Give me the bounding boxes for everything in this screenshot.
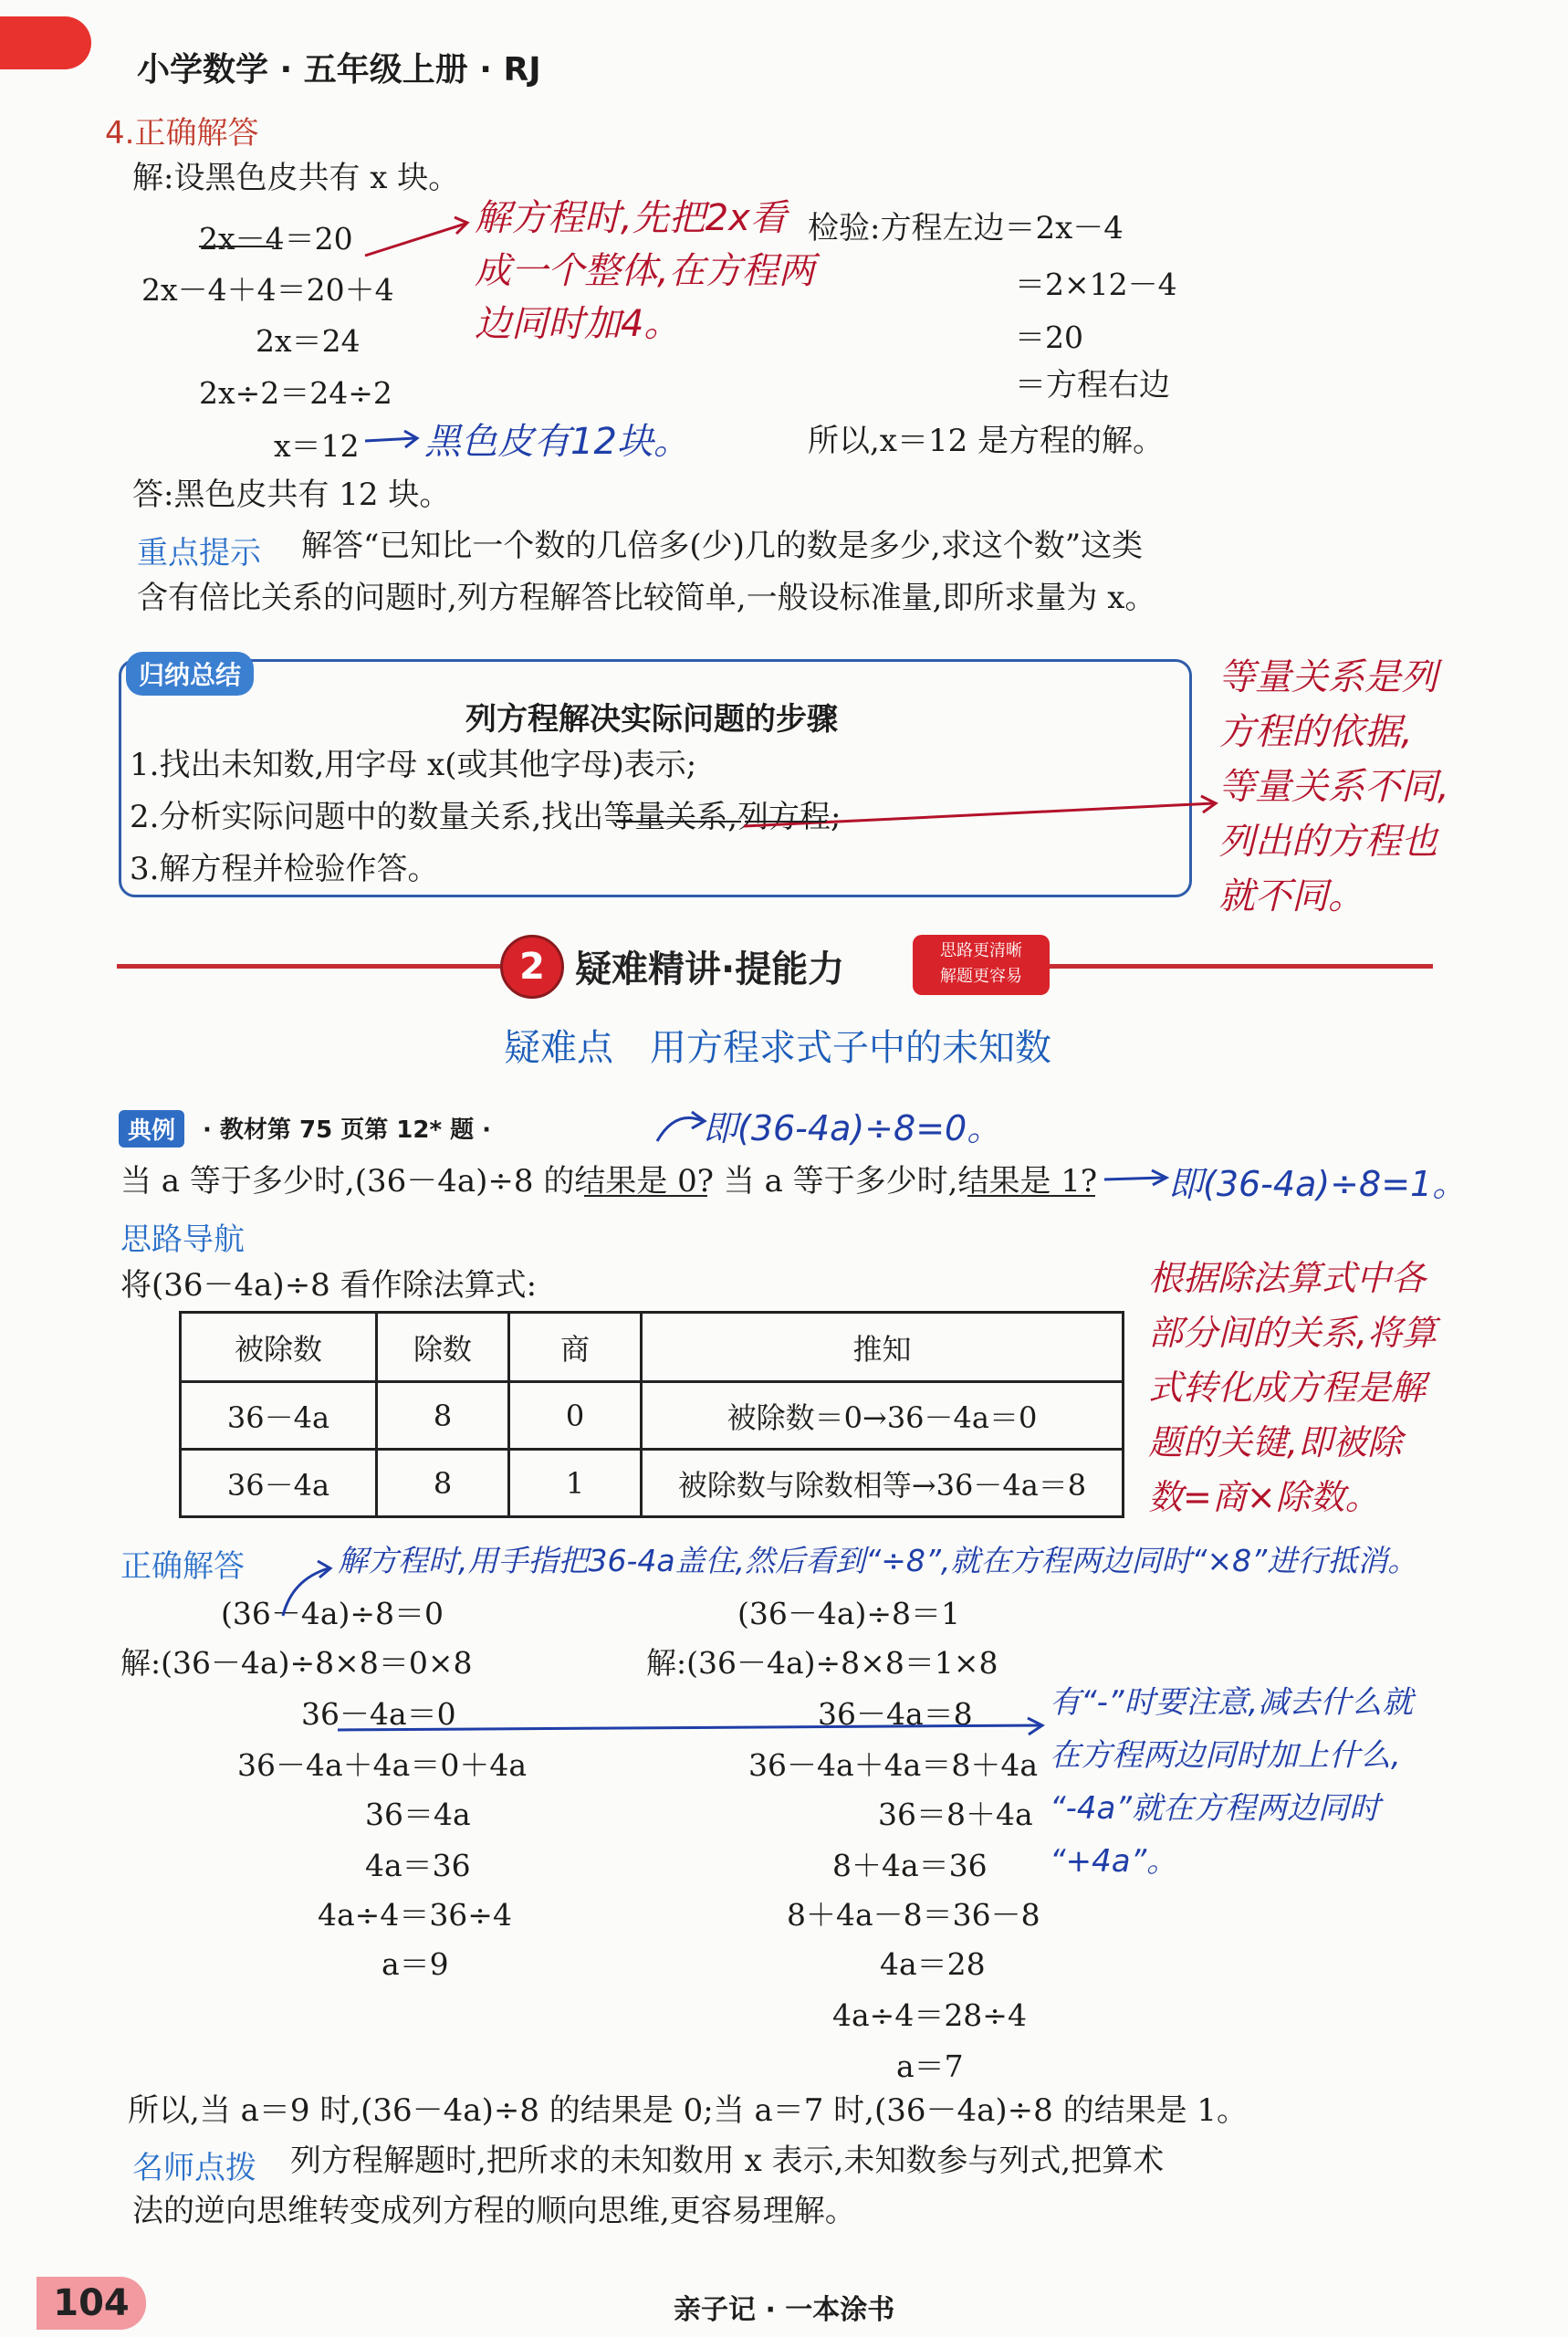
summary-title: 列方程解决实际问题的步骤	[465, 701, 838, 738]
example-source: · 教材第 75 页第 12* 题 ·	[203, 1116, 492, 1144]
left-step: a＝9	[382, 1946, 449, 1982]
table-cell: 36－4a	[181, 1382, 377, 1450]
table-cell: 1	[509, 1450, 642, 1517]
table-header: 被除数	[181, 1313, 377, 1382]
note-line: “-4a”就在方程两边同时	[1050, 1790, 1380, 1827]
table-header: 除数	[377, 1313, 509, 1382]
section-4-answer: 答:黑色皮共有 12 块。	[132, 477, 451, 513]
note-line: 等量关系是列	[1218, 656, 1437, 698]
left-step: 解:(36－4a)÷8×8＝0×8	[120, 1645, 473, 1681]
note-line: 部分间的关系,将算	[1148, 1313, 1437, 1353]
check-line: ＝2×12－4	[1015, 267, 1177, 302]
left-step: 4a＝36	[365, 1848, 471, 1883]
equation-step: 2x－4＋4＝20＋4	[141, 272, 394, 308]
equation-step: 2x＝24	[256, 323, 361, 359]
check-line: ＝方程右边	[1015, 367, 1170, 403]
note-line: 列出的方程也	[1218, 821, 1437, 863]
note-line: 解方程时,先把2x看	[475, 197, 787, 239]
table-header: 商	[509, 1313, 642, 1382]
section-4-title: 4.正确解答	[105, 115, 259, 152]
left-step: 36＝4a	[365, 1797, 471, 1832]
right-step: 36－4a＋4a＝8＋4a	[748, 1747, 1038, 1783]
teacher-label: 名师点拨	[132, 2150, 256, 2186]
equation-step: 2x－4＝20	[199, 221, 353, 257]
table-cell: 被除数＝0→36－4a＝0	[642, 1382, 1124, 1450]
check-conclusion: 所以,x＝12 是方程的解。	[808, 423, 1165, 459]
summary-item: 2.分析实际问题中的数量关系,找出等量关系,列方程;	[130, 799, 841, 835]
section-2-title: 疑难精讲·提能力	[575, 948, 845, 990]
page-header-title: 小学数学 · 五年级上册 · RJ	[137, 51, 541, 89]
handwritten-note: 即(36-4a)÷8=0。	[703, 1108, 1002, 1148]
note-line: 在方程两边同时加上什么,	[1050, 1737, 1401, 1774]
note-line: 题的关键,即被除	[1148, 1422, 1403, 1462]
right-step: 8＋4a＝36	[832, 1848, 988, 1883]
right-step: 36－4a＝8	[818, 1696, 973, 1732]
right-step: 36＝8＋4a	[878, 1797, 1033, 1832]
summary-tag: 归纳总结	[126, 652, 254, 696]
note-line: 有“-”时要注意,减去什么就	[1050, 1684, 1414, 1721]
note-line: “+4a”。	[1050, 1843, 1178, 1880]
note-line: 边同时加4。	[475, 303, 681, 345]
guide-text: 将(36－4a)÷8 看作除法算式:	[120, 1267, 538, 1304]
handwritten-note: 即(36-4a)÷8=1。	[1168, 1164, 1468, 1204]
note-line: 成一个整体,在方程两	[475, 250, 815, 292]
table-cell: 8	[377, 1450, 509, 1517]
check-line: ＝20	[1015, 320, 1083, 355]
note-line: 等量关系不同,	[1218, 766, 1449, 808]
table-cell: 36－4a	[181, 1450, 377, 1517]
example-tag: 典例	[119, 1110, 184, 1148]
tip-label: 重点提示	[137, 535, 261, 571]
table-cell: 被除数与除数相等→36－4a＝8	[642, 1450, 1124, 1517]
table-cell: 0	[509, 1382, 642, 1450]
left-step: 4a÷4＝36÷4	[318, 1897, 512, 1933]
badge-line: 解题更容易	[940, 967, 1022, 986]
teacher-line: 法的逆向思维转变成列方程的顺向思维,更容易理解。	[132, 2193, 856, 2229]
guide-label: 思路导航	[120, 1221, 245, 1258]
right-step: 4a＝28	[880, 1946, 986, 1982]
check-line: 检验:方程左边＝2x－4	[808, 210, 1124, 246]
note-line: 就不同。	[1218, 875, 1364, 917]
right-step: 解:(36－4a)÷8×8＝1×8	[646, 1645, 998, 1681]
badge-line: 思路更清晰	[940, 941, 1022, 960]
left-step: 36－4a＋4a＝0＋4a	[237, 1747, 527, 1783]
example-conclusion: 所以,当 a＝9 时,(36－4a)÷8 的结果是 0;当 a＝7 时,(36－4a)÷8 的结果是 1。	[128, 2092, 1249, 2129]
note-line: 式转化成方程是解	[1148, 1368, 1427, 1408]
right-step: a＝7	[896, 2049, 964, 2084]
example-question: 当 a 等于多少时,(36－4a)÷8 的结果是 0? 当 a 等于多少时,结果是 1?	[120, 1163, 1098, 1200]
summary-item: 3.解方程并检验作答。	[130, 851, 439, 887]
table-header: 推知	[642, 1313, 1124, 1382]
right-step: (36－4a)÷8＝1	[737, 1596, 961, 1631]
page-number	[37, 2277, 146, 2330]
left-step: (36－4a)÷8＝0	[221, 1596, 444, 1631]
footer-brand: 亲子记 · 一本涂书	[674, 2294, 895, 2326]
section-number: 2	[519, 946, 545, 988]
page-number-text: 104	[53, 2282, 130, 2324]
right-step: 8＋4a－8＝36－8	[787, 1897, 1040, 1933]
right-step: 4a÷4＝28÷4	[832, 1997, 1027, 2033]
equation-step: x＝12	[274, 428, 360, 464]
teacher-line: 列方程解题时,把所求的未知数用 x 表示,未知数参与列式,把算术	[290, 2143, 1165, 2179]
equation-step: 2x÷2＝24÷2	[199, 375, 392, 411]
section-2-subtitle: 疑难点 用方程求式子中的未知数	[504, 1027, 1051, 1069]
tip-line: 解答“已知比一个数的几倍多(少)几的数是多少,求这个数”这类	[301, 528, 1144, 564]
handwritten-note: 解方程时,用手指把36-4a盖住,然后看到“÷8”,就在方程两边同时“×8”进行抵消。	[338, 1543, 1418, 1578]
section-4-intro: 解:设黑色皮共有 x 块。	[132, 160, 460, 196]
note-line: 方程的依据,	[1218, 711, 1413, 753]
left-step: 36－4a＝0	[301, 1696, 456, 1732]
tip-line: 含有倍比关系的问题时,列方程解答比较简单,一般设标准量,即所求量为 x。	[137, 580, 1156, 616]
answer-label: 正确解答	[120, 1548, 245, 1585]
note-line: 根据除法算式中各	[1148, 1258, 1427, 1298]
table-cell: 8	[377, 1382, 509, 1450]
handwritten-note: 黑色皮有12块。	[424, 421, 690, 463]
note-line: 数=商×除数。	[1148, 1477, 1380, 1517]
summary-item: 1.找出未知数,用字母 x(或其他字母)表示;	[130, 747, 697, 783]
